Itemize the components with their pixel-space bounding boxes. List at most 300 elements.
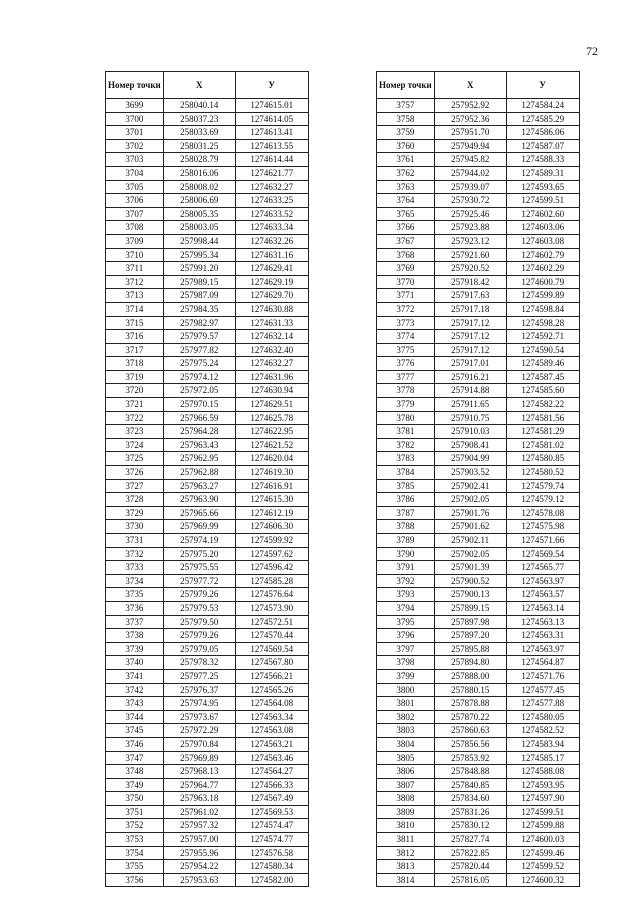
cell-x: 257969.99 xyxy=(163,520,235,534)
page-number: 72 xyxy=(586,44,598,58)
table-row xyxy=(106,343,309,357)
header-point-number: Номер точки xyxy=(377,72,435,99)
cell-x: 257910.75 xyxy=(434,411,506,425)
cell-point-number: 3753 xyxy=(106,833,164,847)
cell-point-number: 3715 xyxy=(106,316,164,330)
table-row xyxy=(377,452,580,466)
cell-y: 1274612.19 xyxy=(235,506,308,520)
cell-y: 1274584.24 xyxy=(506,99,579,113)
cell-y: 1274565.26 xyxy=(235,683,308,697)
table-row xyxy=(106,384,309,398)
cell-point-number: 3765 xyxy=(377,207,435,221)
cell-point-number: 3755 xyxy=(106,860,164,874)
table-row xyxy=(377,588,580,602)
cell-x: 257975.20 xyxy=(163,547,235,561)
table-row xyxy=(106,751,309,765)
cell-y: 1274613.55 xyxy=(235,139,308,153)
cell-y: 1274633.52 xyxy=(235,207,308,221)
table-row xyxy=(106,166,309,180)
table-row xyxy=(106,139,309,153)
cell-y: 1274587.45 xyxy=(506,370,579,384)
cell-x: 257831.26 xyxy=(434,805,506,819)
table-row xyxy=(377,289,580,303)
table-row xyxy=(106,615,309,629)
cell-point-number: 3806 xyxy=(377,765,435,779)
cell-y: 1274615.30 xyxy=(235,493,308,507)
cell-x: 257975.24 xyxy=(163,357,235,371)
cell-point-number: 3737 xyxy=(106,615,164,629)
cell-point-number: 3741 xyxy=(106,669,164,683)
cell-x: 257902.11 xyxy=(434,534,506,548)
cell-point-number: 3798 xyxy=(377,656,435,670)
cell-x: 257954.22 xyxy=(163,860,235,874)
cell-y: 1274569.54 xyxy=(235,642,308,656)
cell-point-number: 3743 xyxy=(106,697,164,711)
table-row xyxy=(106,330,309,344)
cell-y: 1274629.41 xyxy=(235,262,308,276)
cell-x: 258033.69 xyxy=(163,126,235,140)
cell-x: 257982.97 xyxy=(163,316,235,330)
cell-y: 1274599.88 xyxy=(506,819,579,833)
cell-y: 1274600.79 xyxy=(506,275,579,289)
cell-point-number: 3727 xyxy=(106,479,164,493)
cell-x: 257957.32 xyxy=(163,819,235,833)
cell-point-number: 3739 xyxy=(106,642,164,656)
cell-x: 257822.85 xyxy=(434,846,506,860)
cell-y: 1274567.80 xyxy=(235,656,308,670)
cell-y: 1274563.21 xyxy=(235,737,308,751)
cell-x: 257989.15 xyxy=(163,275,235,289)
cell-point-number: 3785 xyxy=(377,479,435,493)
cell-x: 257910.03 xyxy=(434,425,506,439)
cell-x: 257901.39 xyxy=(434,561,506,575)
cell-x: 257916.21 xyxy=(434,370,506,384)
cell-y: 1274629.70 xyxy=(235,289,308,303)
cell-point-number: 3703 xyxy=(106,153,164,167)
table-row xyxy=(106,669,309,683)
table-row xyxy=(377,669,580,683)
cell-y: 1274632.26 xyxy=(235,234,308,248)
cell-y: 1274574.77 xyxy=(235,833,308,847)
cell-point-number: 3722 xyxy=(106,411,164,425)
header-x: X xyxy=(163,72,235,99)
cell-y: 1274625.78 xyxy=(235,411,308,425)
cell-y: 1274599.89 xyxy=(506,289,579,303)
table-row xyxy=(377,601,580,615)
cell-x: 258008.02 xyxy=(163,180,235,194)
cell-y: 1274619.30 xyxy=(235,466,308,480)
cell-y: 1274563.97 xyxy=(506,642,579,656)
cell-y: 1274593.95 xyxy=(506,778,579,792)
cell-y: 1274579.74 xyxy=(506,479,579,493)
header-point-number: Номер точки xyxy=(106,72,164,99)
cell-point-number: 3747 xyxy=(106,751,164,765)
table-row xyxy=(377,248,580,262)
cell-y: 1274616.91 xyxy=(235,479,308,493)
cell-point-number: 3772 xyxy=(377,302,435,316)
cell-point-number: 3791 xyxy=(377,561,435,575)
table-row xyxy=(106,234,309,248)
cell-y: 1274615.01 xyxy=(235,99,308,113)
cell-y: 1274633.34 xyxy=(235,221,308,235)
cell-x: 258031.25 xyxy=(163,139,235,153)
cell-point-number: 3701 xyxy=(106,126,164,140)
cell-y: 1274602.79 xyxy=(506,248,579,262)
table-row xyxy=(377,166,580,180)
cell-y: 1274581.02 xyxy=(506,438,579,452)
cell-y: 1274569.54 xyxy=(506,547,579,561)
table-row xyxy=(106,180,309,194)
table-row xyxy=(106,561,309,575)
coordinates-table-right xyxy=(376,71,580,887)
cell-point-number: 3782 xyxy=(377,438,435,452)
cell-x: 257962.95 xyxy=(163,452,235,466)
cell-y: 1274579.12 xyxy=(506,493,579,507)
table-row xyxy=(377,819,580,833)
cell-x: 257917.18 xyxy=(434,302,506,316)
cell-point-number: 3767 xyxy=(377,234,435,248)
cell-point-number: 3781 xyxy=(377,425,435,439)
cell-y: 1274622.95 xyxy=(235,425,308,439)
cell-x: 257978.32 xyxy=(163,656,235,670)
cell-point-number: 3795 xyxy=(377,615,435,629)
cell-x: 257963.18 xyxy=(163,792,235,806)
cell-x: 257820.44 xyxy=(434,860,506,874)
cell-x: 257925.46 xyxy=(434,207,506,221)
cell-point-number: 3786 xyxy=(377,493,435,507)
cell-y: 1274563.97 xyxy=(506,574,579,588)
cell-point-number: 3758 xyxy=(377,112,435,126)
cell-point-number: 3738 xyxy=(106,629,164,643)
table-row xyxy=(106,221,309,235)
table-row xyxy=(377,438,580,452)
cell-x: 257957.00 xyxy=(163,833,235,847)
table-row xyxy=(106,506,309,520)
header-x: X xyxy=(434,72,506,99)
cell-x: 258003.05 xyxy=(163,221,235,235)
cell-point-number: 3811 xyxy=(377,833,435,847)
table-body-left xyxy=(106,99,309,887)
cell-x: 257902.41 xyxy=(434,479,506,493)
cell-x: 257902.05 xyxy=(434,493,506,507)
table-row xyxy=(377,846,580,860)
cell-point-number: 3774 xyxy=(377,330,435,344)
table-row xyxy=(377,737,580,751)
cell-x: 257856.56 xyxy=(434,737,506,751)
cell-x: 257979.53 xyxy=(163,601,235,615)
cell-x: 257853.92 xyxy=(434,751,506,765)
cell-x: 257827.74 xyxy=(434,833,506,847)
cell-y: 1274563.57 xyxy=(506,588,579,602)
cell-x: 257963.27 xyxy=(163,479,235,493)
cell-x: 257840.85 xyxy=(434,778,506,792)
cell-y: 1274574.47 xyxy=(235,819,308,833)
cell-point-number: 3742 xyxy=(106,683,164,697)
cell-x: 257977.72 xyxy=(163,574,235,588)
cell-y: 1274631.96 xyxy=(235,370,308,384)
table-row xyxy=(106,697,309,711)
table-row xyxy=(377,357,580,371)
table-body-right xyxy=(377,99,580,887)
cell-point-number: 3805 xyxy=(377,751,435,765)
cell-point-number: 3725 xyxy=(106,452,164,466)
cell-x: 257878.88 xyxy=(434,697,506,711)
table-row xyxy=(377,873,580,887)
cell-x: 257848.88 xyxy=(434,765,506,779)
cell-point-number: 3723 xyxy=(106,425,164,439)
cell-y: 1274630.88 xyxy=(235,302,308,316)
cell-y: 1274563.34 xyxy=(235,710,308,724)
cell-y: 1274582.22 xyxy=(506,398,579,412)
cell-point-number: 3760 xyxy=(377,139,435,153)
header-y: У xyxy=(235,72,308,99)
cell-point-number: 3751 xyxy=(106,805,164,819)
cell-y: 1274589.31 xyxy=(506,166,579,180)
cell-y: 1274598.84 xyxy=(506,302,579,316)
table-row xyxy=(106,357,309,371)
cell-point-number: 3793 xyxy=(377,588,435,602)
cell-point-number: 3714 xyxy=(106,302,164,316)
cell-x: 257970.15 xyxy=(163,398,235,412)
cell-y: 1274629.19 xyxy=(235,275,308,289)
cell-x: 257977.82 xyxy=(163,343,235,357)
cell-x: 257964.77 xyxy=(163,778,235,792)
cell-y: 1274600.32 xyxy=(506,873,579,887)
cell-x: 257964.28 xyxy=(163,425,235,439)
cell-x: 257961.02 xyxy=(163,805,235,819)
table-row xyxy=(377,180,580,194)
cell-x: 258037.23 xyxy=(163,112,235,126)
cell-point-number: 3750 xyxy=(106,792,164,806)
cell-y: 1274563.13 xyxy=(506,615,579,629)
table-row xyxy=(106,370,309,384)
table-row xyxy=(377,724,580,738)
cell-x: 257951.70 xyxy=(434,126,506,140)
table-row xyxy=(377,139,580,153)
table-row xyxy=(377,207,580,221)
table-row xyxy=(106,302,309,316)
cell-y: 1274563.08 xyxy=(235,724,308,738)
cell-point-number: 3800 xyxy=(377,683,435,697)
cell-y: 1274586.06 xyxy=(506,126,579,140)
table-row xyxy=(106,819,309,833)
cell-y: 1274571.66 xyxy=(506,534,579,548)
cell-x: 258005.35 xyxy=(163,207,235,221)
cell-y: 1274566.33 xyxy=(235,778,308,792)
cell-x: 257939.07 xyxy=(434,180,506,194)
table-row xyxy=(106,534,309,548)
cell-point-number: 3783 xyxy=(377,452,435,466)
table-row xyxy=(377,493,580,507)
cell-point-number: 3762 xyxy=(377,166,435,180)
table-row xyxy=(377,466,580,480)
cell-y: 1274588.08 xyxy=(506,765,579,779)
cell-x: 257911.65 xyxy=(434,398,506,412)
table-row xyxy=(377,615,580,629)
cell-x: 257908.41 xyxy=(434,438,506,452)
table-header-row xyxy=(377,72,580,99)
table-row xyxy=(106,805,309,819)
cell-point-number: 3699 xyxy=(106,99,164,113)
cell-y: 1274585.17 xyxy=(506,751,579,765)
cell-x: 257894.80 xyxy=(434,656,506,670)
cell-point-number: 3788 xyxy=(377,520,435,534)
cell-x: 257991.20 xyxy=(163,262,235,276)
cell-point-number: 3752 xyxy=(106,819,164,833)
cell-point-number: 3713 xyxy=(106,289,164,303)
cell-x: 257816.05 xyxy=(434,873,506,887)
cell-x: 257962.88 xyxy=(163,466,235,480)
cell-y: 1274632.27 xyxy=(235,180,308,194)
cell-x: 257897.98 xyxy=(434,615,506,629)
cell-x: 257974.19 xyxy=(163,534,235,548)
table-row xyxy=(377,194,580,208)
cell-x: 257953.63 xyxy=(163,873,235,887)
cell-x: 257880.15 xyxy=(434,683,506,697)
cell-y: 1274585.28 xyxy=(235,574,308,588)
cell-y: 1274577.45 xyxy=(506,683,579,697)
cell-y: 1274631.33 xyxy=(235,316,308,330)
cell-point-number: 3748 xyxy=(106,765,164,779)
cell-y: 1274620.04 xyxy=(235,452,308,466)
table-row xyxy=(106,601,309,615)
cell-point-number: 3724 xyxy=(106,438,164,452)
cell-point-number: 3736 xyxy=(106,601,164,615)
table-row xyxy=(377,833,580,847)
cell-x: 257979.05 xyxy=(163,642,235,656)
cell-point-number: 3734 xyxy=(106,574,164,588)
cell-x: 257963.90 xyxy=(163,493,235,507)
cell-y: 1274576.64 xyxy=(235,588,308,602)
cell-y: 1274582.52 xyxy=(506,724,579,738)
cell-x: 257955.96 xyxy=(163,846,235,860)
cell-x: 257900.13 xyxy=(434,588,506,602)
cell-y: 1274597.90 xyxy=(506,792,579,806)
cell-point-number: 3809 xyxy=(377,805,435,819)
cell-x: 258006.69 xyxy=(163,194,235,208)
cell-x: 257917.63 xyxy=(434,289,506,303)
cell-y: 1274580.52 xyxy=(506,466,579,480)
cell-point-number: 3780 xyxy=(377,411,435,425)
table-row xyxy=(106,262,309,276)
table-row xyxy=(377,262,580,276)
cell-x: 257972.29 xyxy=(163,724,235,738)
cell-y: 1274629.51 xyxy=(235,398,308,412)
cell-point-number: 3735 xyxy=(106,588,164,602)
cell-x: 257952.92 xyxy=(434,99,506,113)
cell-y: 1274573.90 xyxy=(235,601,308,615)
cell-x: 257917.12 xyxy=(434,343,506,357)
cell-point-number: 3768 xyxy=(377,248,435,262)
cell-y: 1274613.41 xyxy=(235,126,308,140)
cell-y: 1274563.46 xyxy=(235,751,308,765)
table-row xyxy=(377,126,580,140)
table-row xyxy=(106,778,309,792)
table-row xyxy=(106,153,309,167)
table-row xyxy=(106,452,309,466)
cell-y: 1274580.85 xyxy=(506,452,579,466)
cell-point-number: 3730 xyxy=(106,520,164,534)
cell-y: 1274632.27 xyxy=(235,357,308,371)
cell-y: 1274563.14 xyxy=(506,601,579,615)
table-header-row xyxy=(106,72,309,99)
table-row xyxy=(106,710,309,724)
cell-point-number: 3705 xyxy=(106,180,164,194)
table-row xyxy=(377,411,580,425)
cell-x: 257888.00 xyxy=(434,669,506,683)
table-row xyxy=(377,656,580,670)
cell-y: 1274580.34 xyxy=(235,860,308,874)
cell-point-number: 3706 xyxy=(106,194,164,208)
table-row xyxy=(377,574,580,588)
table-row xyxy=(106,860,309,874)
cell-x: 257914.88 xyxy=(434,384,506,398)
cell-point-number: 3796 xyxy=(377,629,435,643)
table-row xyxy=(377,479,580,493)
table-row xyxy=(106,425,309,439)
table-row xyxy=(106,99,309,113)
cell-y: 1274565.77 xyxy=(506,561,579,575)
cell-x: 257860.63 xyxy=(434,724,506,738)
table-row xyxy=(377,316,580,330)
table-row xyxy=(377,370,580,384)
cell-x: 257921.60 xyxy=(434,248,506,262)
cell-x: 257987.09 xyxy=(163,289,235,303)
table-row xyxy=(377,330,580,344)
cell-point-number: 3700 xyxy=(106,112,164,126)
cell-x: 257901.62 xyxy=(434,520,506,534)
cell-point-number: 3710 xyxy=(106,248,164,262)
table-row xyxy=(106,574,309,588)
cell-y: 1274585.60 xyxy=(506,384,579,398)
cell-y: 1274581.29 xyxy=(506,425,579,439)
cell-point-number: 3718 xyxy=(106,357,164,371)
cell-y: 1274564.08 xyxy=(235,697,308,711)
cell-y: 1274631.16 xyxy=(235,248,308,262)
cell-x: 258040.14 xyxy=(163,99,235,113)
table-row xyxy=(377,860,580,874)
cell-point-number: 3702 xyxy=(106,139,164,153)
cell-y: 1274563.31 xyxy=(506,629,579,643)
table-row xyxy=(377,561,580,575)
cell-y: 1274633.25 xyxy=(235,194,308,208)
cell-x: 257870.22 xyxy=(434,710,506,724)
cell-y: 1274587.07 xyxy=(506,139,579,153)
cell-point-number: 3775 xyxy=(377,343,435,357)
cell-x: 257965.66 xyxy=(163,506,235,520)
cell-point-number: 3770 xyxy=(377,275,435,289)
cell-x: 257952.36 xyxy=(434,112,506,126)
cell-y: 1274578.08 xyxy=(506,506,579,520)
cell-point-number: 3759 xyxy=(377,126,435,140)
cell-x: 257979.26 xyxy=(163,588,235,602)
cell-x: 257930.72 xyxy=(434,194,506,208)
table-row xyxy=(106,629,309,643)
cell-y: 1274603.06 xyxy=(506,221,579,235)
cell-point-number: 3720 xyxy=(106,384,164,398)
table-row xyxy=(377,778,580,792)
cell-x: 257917.12 xyxy=(434,316,506,330)
cell-x: 257899.15 xyxy=(434,601,506,615)
cell-point-number: 3756 xyxy=(106,873,164,887)
cell-y: 1274606.30 xyxy=(235,520,308,534)
cell-x: 257945.82 xyxy=(434,153,506,167)
table-row xyxy=(377,792,580,806)
cell-point-number: 3716 xyxy=(106,330,164,344)
cell-point-number: 3812 xyxy=(377,846,435,860)
table-row xyxy=(377,697,580,711)
cell-x: 257900.52 xyxy=(434,574,506,588)
